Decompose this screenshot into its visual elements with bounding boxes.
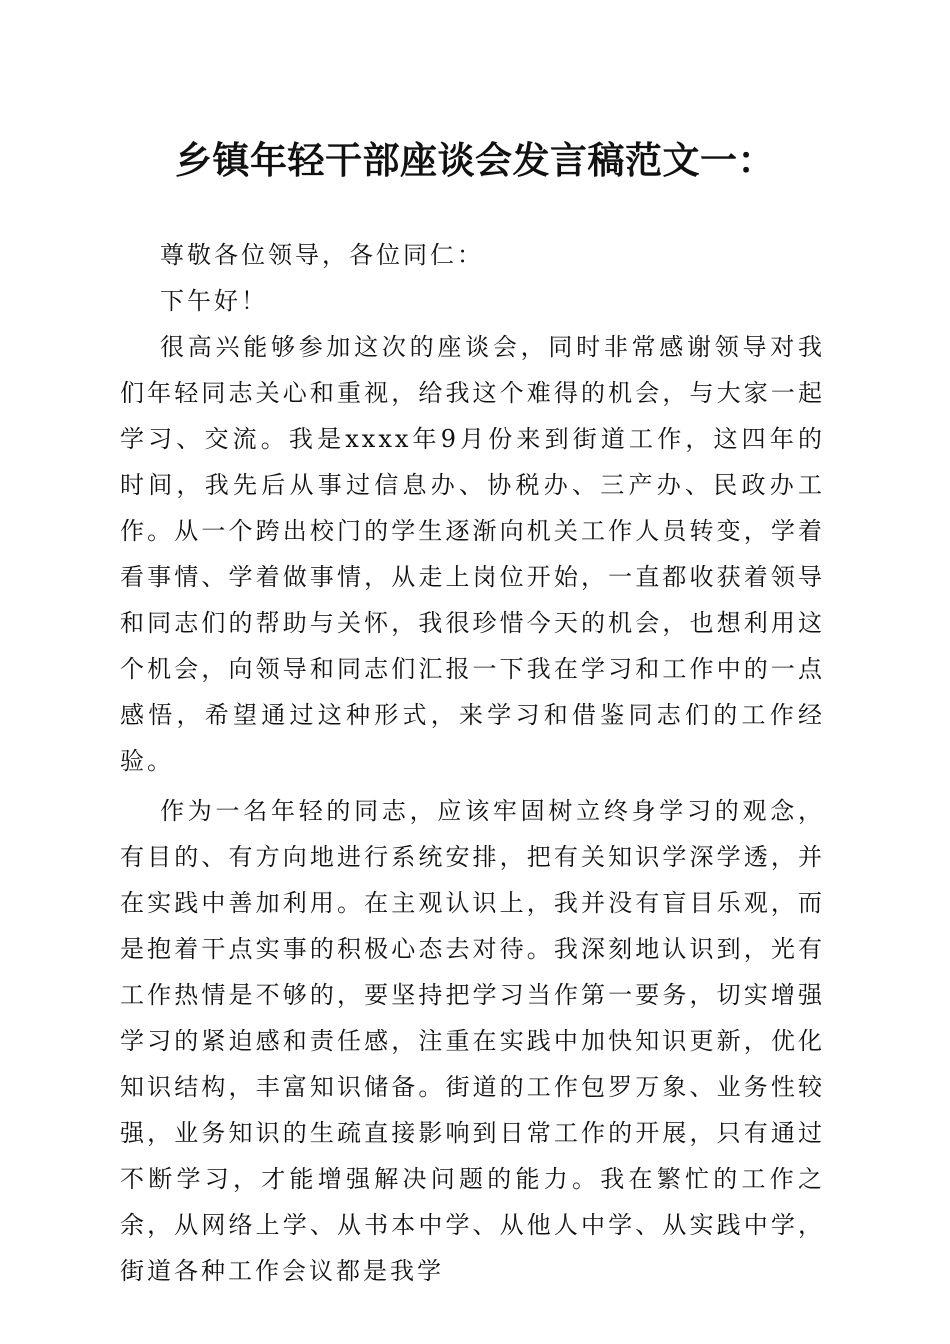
document-body xyxy=(120,232,825,1298)
salutation: 尊敬各位领导，各位同仁： xyxy=(160,241,484,269)
document-title: 乡镇年轻干部座谈会发言稿范文一： xyxy=(175,138,775,182)
paragraph-1: 很高兴能够参加这次的座谈会，同时非常感谢领导对我们年轻同志关心和重视，给我这个难得的机会，与大家一起学习、交流。我是xxxx年9月份来到街道工作，这四年的时间，我先后从事过信息办、协税办、三产办、民政办工作。从一个跨出校门的学生逐渐向机关工作人员转变，学着看事情、学着做事情，从走上岗位开始，一直都收获着领导和同志们的帮助与关怀，我很珍惜今天的机会，也想利用这个机会，向领导和同志们汇报一下我在学习和工作中的一点感悟，希望通过这种形式，来学习和借鉴同志们的工作经验。 xyxy=(120,333,825,775)
greeting: 下午好！ xyxy=(160,287,268,315)
paragraph-2: 作为一名年轻的同志，应该牢固树立终身学习的观念，有目的、有方向地进行系统安排，把有关知识学深学透，并在实践中善加利用。在主观认识上，我并没有盲目乐观，而是抱着干点实事的积极心态去对待。我深刻地认识到，光有工作热情是不够的，要坚持把学习当作第一要务，切实增强学习的紧迫感和责任感，注重在实践中加快知识更新，优化知识结构，丰富知识储备。街道的工作包罗万象、业务性较强，业务知识的生疏直接影响到日常工作的开展，只有通过不断学习，才能增强解决问题的能力。我在繁忙的工作之余，从网络上学、从书本中学、从他人中学、从实践中学，街道各种工作会议都是我学 xyxy=(120,797,825,1285)
